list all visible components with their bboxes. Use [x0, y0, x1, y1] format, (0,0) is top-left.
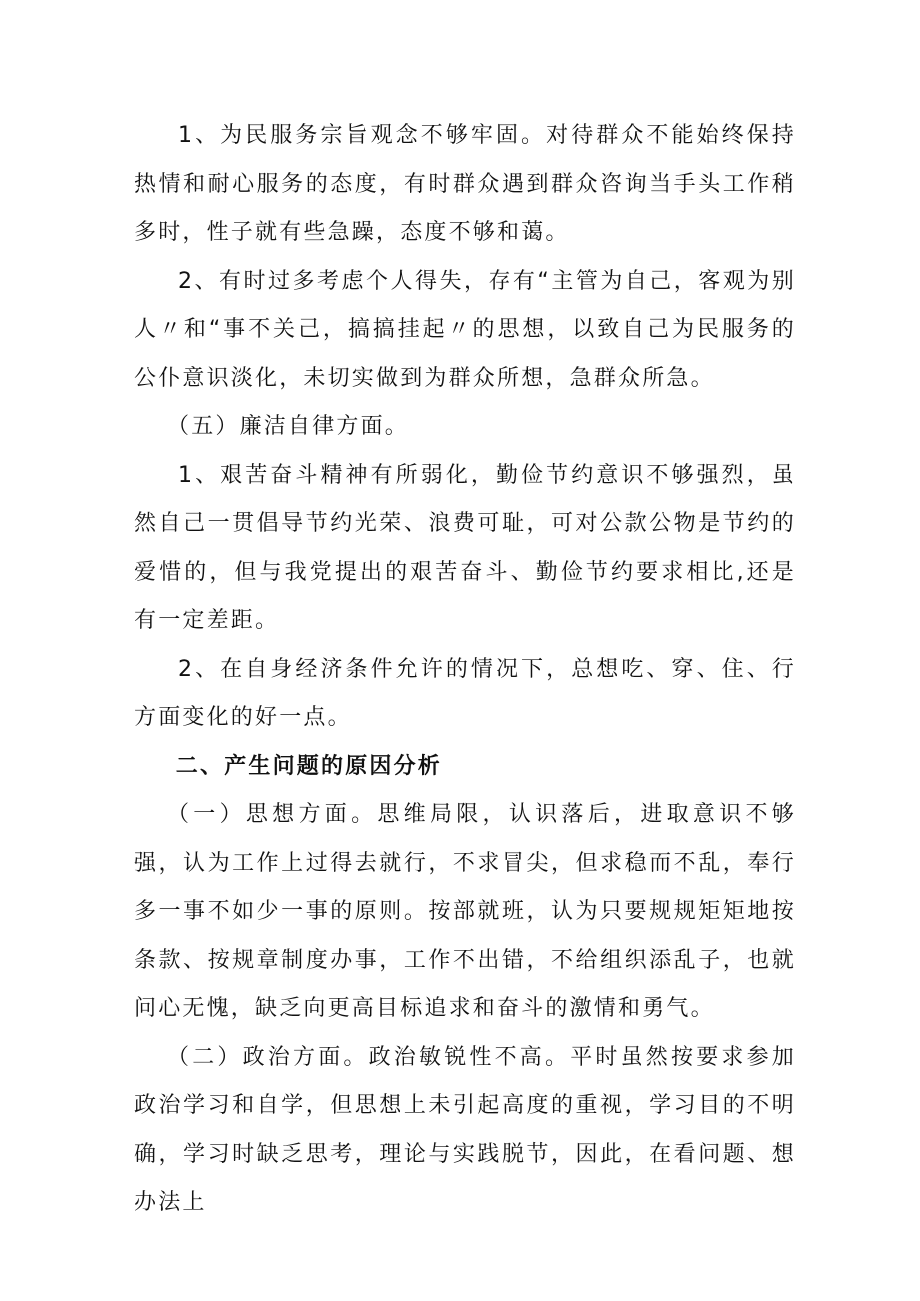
section-heading-integrity: （五）廉洁自律方面。 [167, 414, 410, 439]
section-heading-cause-analysis: 二、产生问题的原因分析 [175, 753, 442, 779]
paragraph-political-aspect: （二）政治方面。政治敏锐性不高。平时虽然按要求参加政治学习和自学，但思想上未引起高度的重视，学习目的不明确，学习时缺乏思考，理论与实践脱节，因此，在看问题、想办法上 [134, 1044, 796, 1215]
paragraph-living-conditions: 2、在自身经济条件允许的情况下，总想吃、穿、住、行方面变化的好一点。 [134, 656, 796, 730]
paragraph-personal-gains: 2、有时过多考虑个人得失，存有“主管为自己，客观为别人〃和“事不关己，搞搞挂起〃的思想，以致自己为民服务的公仆意识淡化，未切实做到为群众所想，急群众所急。 [134, 268, 796, 391]
paragraph-hard-work-spirit: 1、艰苦奋斗精神有所弱化，勤俭节约意识不够强烈，虽然自己一贯倡导节约光荣、浪费可耻，可对公款公物是节约的爱惜的，但与我党提出的艰苦奋斗、勤俭节约要求相比,还是有一定差距。 [134, 462, 796, 633]
paragraph-service-concept: 1、为民服务宗旨观念不够牢固。对待群众不能始终保持热情和耐心服务的态度，有时群众遇到群众咨询当手头工作稍多时，性子就有些急躁，态度不够和蔼。 [134, 123, 796, 245]
paragraph-ideology-aspect: （一）思想方面。思维局限，认识落后，进取意识不够强，认为工作上过得去就行，不求冒尖，但求稳而不乱，奉行多一事不如少一事的原则。按部就班，认为只要规规矩矩地按条款、按规章制度办事，工作不出错，不给组织添乱子，也就问心无愧，缺乏向更高目标追求和奋斗的激情和勇气。 [134, 802, 796, 1021]
document-body [134, 112, 796, 1228]
